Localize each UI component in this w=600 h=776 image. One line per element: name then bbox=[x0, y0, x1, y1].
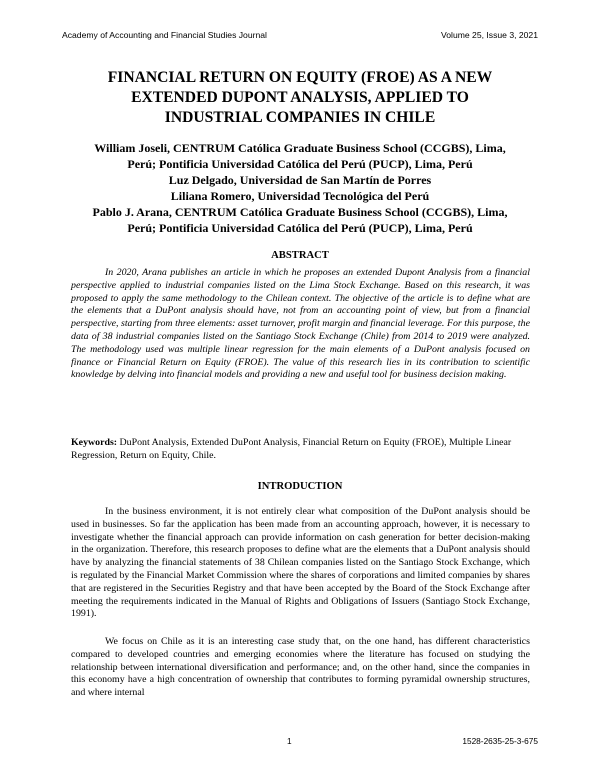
journal-name: Academy of Accounting and Financial Studies Journal bbox=[62, 30, 267, 40]
keywords-text: DuPont Analysis, Extended DuPont Analysis, Financial Return on Equity (FROE), Multiple Linear Regression, Return on Equity, Chile. bbox=[71, 437, 512, 461]
keywords bbox=[71, 436, 534, 462]
author-line: Pablo J. Arana, CENTRUM Católica Graduate Business School (CCGBS), Lima, bbox=[92, 205, 508, 219]
author-line: William Joseli, CENTRUM Católica Graduate Business School (CCGBS), Lima, bbox=[94, 141, 506, 155]
abstract-text: In 2020, Arana publishes an article in which he proposes an extended Dupont Analysis from a financial perspective applied to industrial companies listed on the Lima Stock Exchange. Based on this research, it was proposed to apply the same methodology to the Chilean context. The objective of the article is to define what are the elements that a DuPont analysis should have, not from an accounting point of view, but from a financial perspective, starting from three elements: asset turnover, profit margin and financial leverage. For this purpose, the data of 38 industrial companies listed on the Santiago Stock Exchange (Chile) from 2014 to 2019 were analyzed. The methodology used was multiple linear regression for the main elements of a DuPont analysis focused on finance or Financial Return on Equity (FROE). The value of this research lies in its contribution to scientific knowledge by delving into financial models and providing a new and useful tool for business decision making. bbox=[71, 267, 530, 381]
article-id: 1528-2635-25-3-675 bbox=[462, 736, 538, 746]
title-line: EXTENDED DUPONT ANALYSIS, APPLIED TO bbox=[131, 89, 469, 106]
introduction-paragraph: We focus on Chile as it is an interesting case study that, on the one hand, has different characteristics compared to developed countries and emerging economies where the literature has focused on studying the relationship between international diversification and performance; and, on the other hand, since the companies in this economy have a high concentration of ownership that contributes to forming pyramidal ownership structures, and where internal bbox=[71, 636, 530, 699]
paper-title bbox=[60, 68, 540, 128]
author-line: Luz Delgado, Universidad de San Martín de Porres bbox=[168, 173, 432, 187]
abstract-heading: ABSTRACT bbox=[271, 250, 329, 261]
title-line: INDUSTRIAL COMPANIES IN CHILE bbox=[164, 109, 436, 126]
author-line: Perú; Pontificia Universidad Católica del Perú (PUCP), Lima, Perú bbox=[127, 157, 473, 171]
title-line: FINANCIAL RETURN ON EQUITY (FROE) AS A NEW bbox=[107, 69, 493, 86]
author-line: Perú; Pontificia Universidad Católica del Perú (PUCP), Lima, Perú bbox=[127, 221, 473, 235]
author-block bbox=[58, 140, 542, 236]
author-line: Liliana Romero, Universidad Tecnológica del Perú bbox=[170, 189, 430, 203]
volume-issue: Volume 25, Issue 3, 2021 bbox=[441, 30, 538, 40]
introduction-heading: INTRODUCTION bbox=[257, 481, 343, 492]
keywords-label: Keywords: bbox=[71, 437, 118, 448]
page-number: 1 bbox=[287, 736, 292, 746]
introduction-paragraph: In the business environment, it is not entirely clear what composition of the DuPont analysis should be used in businesses. So far the application has been made from an accounting approach, however, it is necessary to investigate whether the financial approach can provide information on cash generation for better decision-making in the organization. Therefore, this research proposes to define what are the elements that a DuPont analysis should have by analyzing the financial statements of 38 Chilean companies listed on the Santiago Stock Exchange, which is regulated by the Financial Market Commission where the shares of corporations and limited companies by shares that are registered in the Securities Registry and that have been accepted by the Board of the Stock Exchange after meeting the requirements indicated in the Manual of Rights and Obligations of Issuers (Santiago Stock Exchange, 1991). bbox=[71, 506, 530, 620]
